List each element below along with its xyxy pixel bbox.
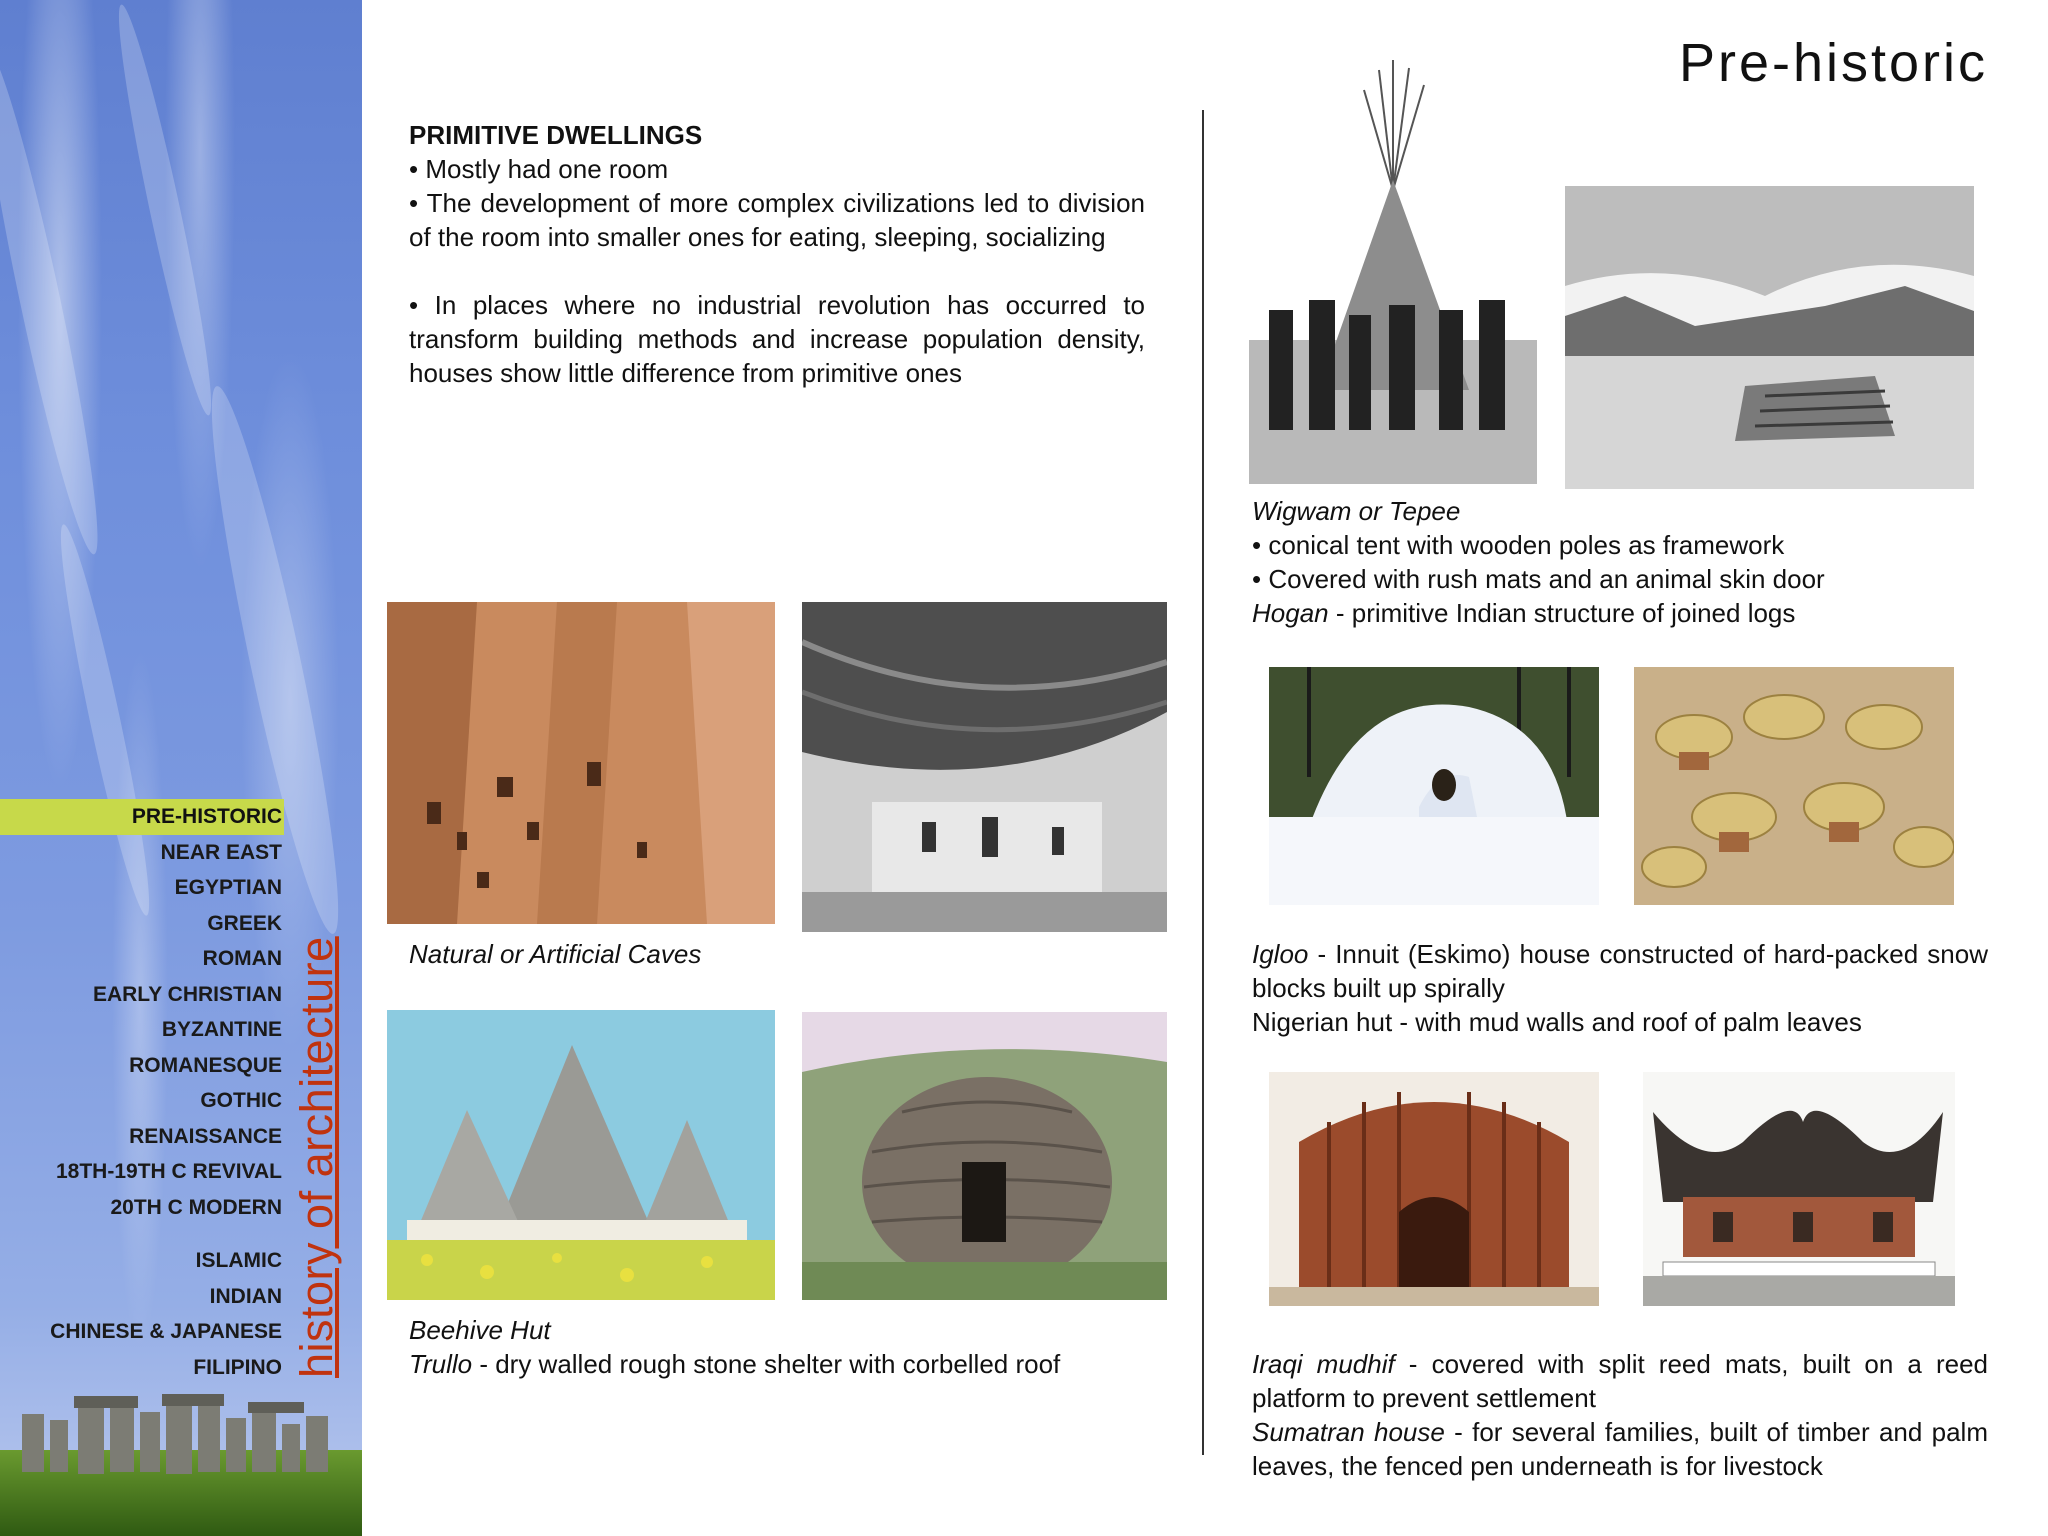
nav-item-islamic[interactable]: ISLAMIC: [195, 1249, 282, 1272]
trullo-photo: [387, 1010, 775, 1300]
wigwam-bullet: • Covered with rush mats and an animal skin door: [1252, 564, 1825, 594]
beehive-trullo-caption: [409, 1313, 1189, 1381]
hogan-name: Hogan: [1252, 598, 1329, 628]
igloo-desc: - Innuit (Eskimo) house constructed of hard-packed snow blocks built up spirally: [1252, 939, 1988, 1003]
nav-item-gothic[interactable]: GOTHIC: [200, 1089, 282, 1112]
hogan-desc: - primitive Indian structure of joined logs: [1328, 598, 1796, 628]
cave-cliff-photo: [387, 602, 775, 924]
igloo-nigerian-caption: [1252, 937, 1988, 1039]
mudhif-sumatran-caption: [1252, 1347, 1988, 1483]
sumatran-house-photo: [1643, 1072, 1955, 1306]
nav-item-near-east[interactable]: NEAR EAST: [160, 840, 282, 864]
cloud-streak: [0, 42, 114, 559]
tepee-hogan-caption: [1252, 494, 1992, 630]
nav-item-chinese-japanese[interactable]: CHINESE & JAPANESE: [50, 1320, 282, 1343]
nav-item-egyptian[interactable]: EGYPTIAN: [174, 876, 282, 899]
page-title: Pre-historic: [1678, 33, 1988, 93]
beehive-hut-photo: [802, 1012, 1167, 1300]
intro-bullet: • In places where no industrial revolution has occurred to transform building methods and increase population density, houses show little difference from primitive ones: [409, 290, 1145, 388]
trullo-name: Trullo: [409, 1349, 473, 1379]
hogan-photo: [1565, 186, 1974, 489]
igloo-name: Igloo: [1252, 939, 1309, 969]
nigerian-hut-photo: [1634, 667, 1954, 905]
wigwam-name: Wigwam or Tepee: [1252, 496, 1461, 526]
nav-item-roman[interactable]: ROMAN: [202, 947, 282, 970]
nav-item-pre-historic[interactable]: PRE-HISTORIC: [0, 799, 284, 835]
intro-text: [409, 118, 1145, 390]
cloud-streak: [107, 1, 224, 418]
nav-item-greek[interactable]: GREEK: [207, 911, 282, 935]
nigerian-name: Nigerian hut: [1252, 1007, 1393, 1037]
wigwam-bullet: • conical tent with wooden poles as framework: [1252, 530, 1785, 560]
iraqi-name: Iraqi mudhif: [1252, 1349, 1395, 1379]
nav-item-filipino[interactable]: FILIPINO: [193, 1355, 282, 1379]
intro-bullet: • The development of more complex civilizations led to division of the room into smaller ones for eating, sleeping, socializing: [409, 188, 1145, 252]
tepee-photo: [1249, 60, 1537, 484]
nav-item-renaissance[interactable]: RENAISSANCE: [129, 1124, 282, 1148]
column-divider: [1202, 110, 1204, 1455]
cliff-dwelling-photo: [802, 602, 1167, 932]
nav-item-romanesque[interactable]: ROMANESQUE: [129, 1053, 282, 1077]
nav-item-indian[interactable]: INDIAN: [209, 1284, 282, 1308]
sumatran-name: Sumatran house: [1252, 1417, 1445, 1447]
nigerian-desc: - with mud walls and roof of palm leaves: [1392, 1007, 1862, 1037]
caves-caption: [409, 937, 1149, 971]
intro-bullet: • Mostly had one room: [409, 154, 669, 184]
nav-item-modern[interactable]: 20TH C MODERN: [110, 1195, 282, 1219]
sumatran-desc: - for several families, built of timber and palm leaves, the fenced pen underneath is for livestock: [1252, 1417, 1988, 1481]
iraqi-desc: - covered with split reed mats, built on a reed platform to prevent settlement: [1252, 1349, 1988, 1413]
sidebar: [0, 0, 362, 1536]
stonehenge-image: [0, 1390, 362, 1536]
nav-item-early-christian[interactable]: EARLY CHRISTIAN: [92, 982, 282, 1006]
nav-item-revival[interactable]: 18TH-19TH C REVIVAL: [56, 1160, 282, 1183]
trullo-desc: - dry walled rough stone shelter with corbelled roof: [472, 1349, 1061, 1379]
intro-heading: PRIMITIVE DWELLINGS: [409, 120, 703, 150]
section-nav: [0, 799, 284, 1385]
iraqi-mudhif-photo: [1269, 1072, 1599, 1306]
beehive-name: Beehive Hut: [409, 1315, 551, 1345]
vertical-title: history of architecture: [291, 936, 342, 1378]
igloo-photo: [1269, 667, 1599, 905]
caves-name: Natural or Artificial Caves: [409, 939, 702, 969]
nav-item-byzantine[interactable]: BYZANTINE: [161, 1018, 282, 1041]
